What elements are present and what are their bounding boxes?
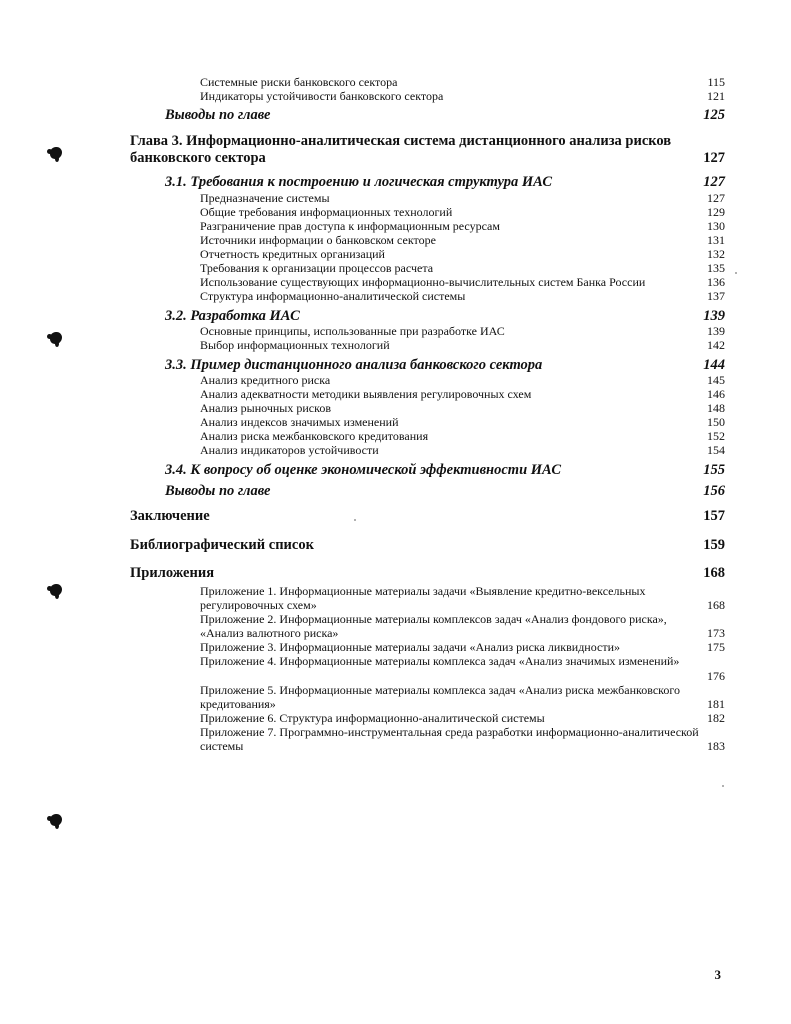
toc-page: 132: [707, 247, 725, 261]
toc-page: 145: [707, 373, 725, 387]
toc-entry: Системные риски банковского сектора: [200, 75, 398, 89]
toc-entry: Анализ кредитного риска: [200, 373, 331, 387]
toc-page: 168: [703, 565, 725, 581]
toc-entry: Общие требования информационных технологий: [200, 205, 453, 219]
page-number: 3: [714, 967, 721, 982]
toc-page: 168: [707, 598, 725, 612]
toc-page: 152: [707, 429, 725, 443]
appendix-entry-cont: «Анализ валютного риска»: [200, 626, 339, 640]
toc-page: 127: [707, 191, 725, 205]
toc-entry: Индикаторы устойчивости банковского сектора: [200, 89, 444, 103]
toc-page: 137: [707, 289, 725, 303]
appendix-entry: Приложение 7. Программно-инструментальная среда разработки информационно-аналитической: [200, 725, 699, 739]
chapter-title-cont: банковского сектора: [130, 150, 266, 166]
toc-chapter: Заключение: [130, 508, 210, 524]
toc-section: 3.2. Разработка ИАС: [165, 308, 300, 324]
toc-page: 144: [703, 357, 725, 373]
toc-entry: Анализ адекватности методики выявления регулировочных схем: [200, 387, 532, 401]
toc-section: 3.4. К вопросу об оценке экономической эффективности ИАС: [165, 462, 562, 478]
appendix-entry: Приложение 5. Информационные материалы комплекса задач «Анализ риска межбанковского: [200, 683, 680, 697]
toc-page: 155: [703, 462, 725, 478]
scan-blot: [50, 584, 62, 596]
toc-section: 3.3. Пример дистанционного анализа банковского сектора: [165, 357, 543, 373]
toc-entry: Отчетность кредитных организаций: [200, 247, 385, 261]
chapter-title: Глава 3. Информационно-аналитическая система дистанционного анализа рисков: [130, 133, 672, 149]
toc-entry: Требования к организации процессов расчета: [200, 261, 434, 275]
appendix-entry: Приложение 2. Информационные материалы комплексов задач «Анализ фондового риска»,: [200, 612, 667, 626]
toc-entry: Выбор информационных технологий: [200, 338, 390, 352]
toc-page: 173: [707, 626, 725, 640]
toc-page: 129: [707, 205, 725, 219]
toc-page: 135: [707, 261, 725, 275]
toc-page: 157: [703, 508, 725, 524]
toc-page: 136: [707, 275, 725, 289]
toc-section: Выводы по главе: [165, 483, 271, 499]
toc-page: 131: [707, 233, 725, 247]
toc-entry: Использование существующих информационно-вычислительных систем Банка России: [200, 275, 646, 289]
toc-page: 142: [707, 338, 725, 352]
scan-blot: [50, 147, 62, 159]
scan-speck: [735, 272, 737, 274]
scan-blot: [50, 332, 62, 344]
toc-entry: Анализ индексов значимых изменений: [200, 415, 399, 429]
toc-page: 156: [703, 483, 725, 499]
toc-entry: Анализ индикаторов устойчивости: [200, 443, 379, 457]
toc-entry: Предназначение системы: [200, 191, 330, 205]
toc-entry: Структура информационно-аналитической системы: [200, 289, 466, 303]
scan-blot: [50, 814, 62, 826]
toc-page: 127: [703, 174, 725, 190]
toc-page: 115: [707, 75, 725, 89]
toc-page: 146: [707, 387, 725, 401]
appendix-entry-cont: системы: [200, 739, 244, 753]
appendix-entry: Приложение 1. Информационные материалы задачи «Выявление кредитно-вексельных: [200, 584, 646, 598]
appendix-entry: Приложение 6. Структура информационно-аналитической системы: [200, 711, 545, 725]
toc-entry: Анализ рыночных рисков: [200, 401, 331, 415]
toc-entry: Анализ риска межбанковского кредитования: [200, 429, 429, 443]
toc-page: 182: [707, 711, 725, 725]
toc-page: 150: [707, 415, 725, 429]
toc-page: 148: [707, 401, 725, 415]
appendix-entry: Приложение 3. Информационные материалы задачи «Анализ риска ликвидности»: [200, 640, 621, 654]
toc-entry: Разграничение прав доступа к информационным ресурсам: [200, 219, 500, 233]
toc-page: 125: [703, 107, 725, 123]
toc-page: 176: [707, 669, 725, 683]
toc-page: 183: [707, 739, 725, 753]
toc-page: 159: [703, 537, 725, 553]
toc-page: 121: [707, 89, 725, 103]
toc-page: 175: [707, 640, 725, 654]
appendix-entry-cont: регулировочных схем»: [200, 598, 317, 612]
toc-page: 139: [707, 324, 725, 338]
scan-speck: [354, 519, 356, 521]
scan-speck: [722, 785, 724, 787]
toc-page: 139: [703, 308, 725, 324]
toc-entry: Источники информации о банковском секторе: [200, 233, 436, 247]
appendix-entry-cont: кредитования»: [200, 697, 276, 711]
toc-chapter: Приложения: [130, 565, 215, 581]
toc-page: 181: [707, 697, 725, 711]
toc-section: 3.1. Требования к построению и логическая структура ИАС: [165, 174, 553, 190]
chapter-page: 127: [703, 150, 725, 166]
toc-entry: Основные принципы, использованные при разработке ИАС: [200, 324, 505, 338]
appendix-entry: Приложение 4. Информационные материалы комплекса задач «Анализ значимых изменений»: [200, 654, 680, 668]
toc-page: 130: [707, 219, 725, 233]
toc-chapter: Библиографический список: [130, 537, 314, 553]
toc-section: Выводы по главе: [165, 107, 271, 123]
toc-page: 154: [707, 443, 725, 457]
